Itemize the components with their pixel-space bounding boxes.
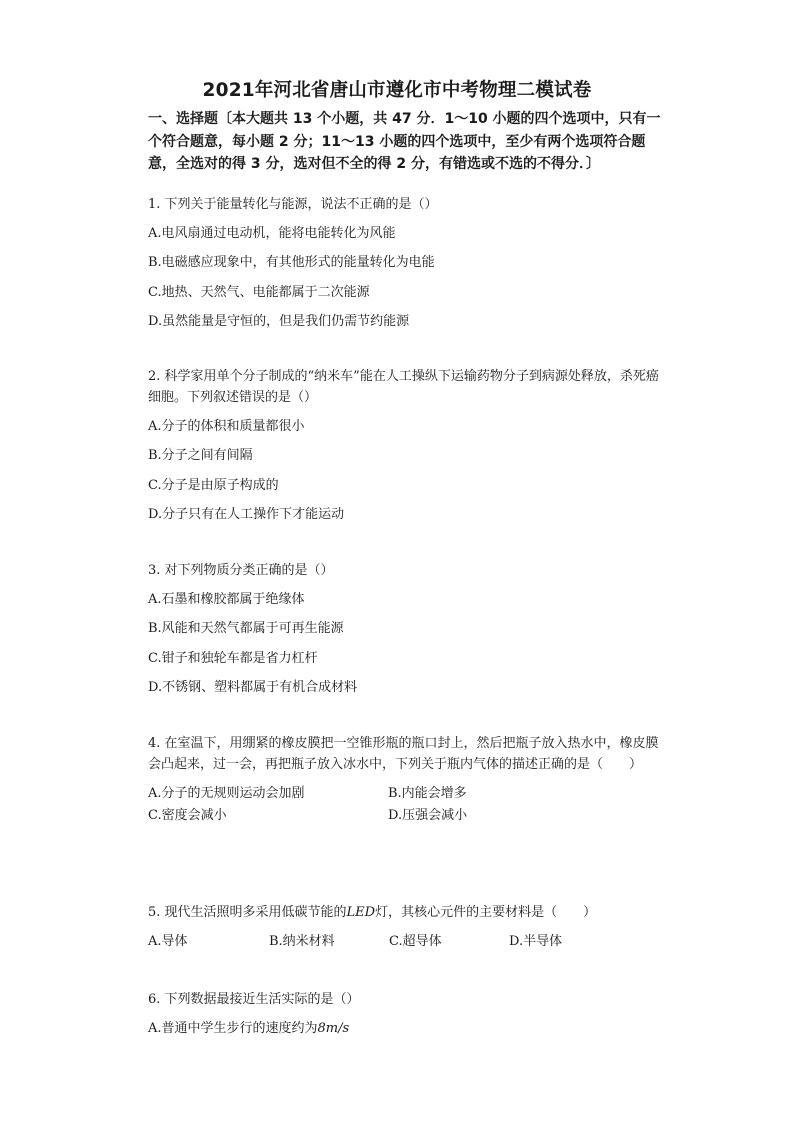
- option-text: A.普通中学生步行的速度约为: [148, 1021, 318, 1036]
- option-b: B.电磁感应现象中，有其他形式的能量转化为电能: [148, 255, 435, 271]
- question-stem: 6. 下列数据最接近生活实际的是（）: [148, 992, 360, 1007]
- option-grid: [148, 931, 663, 953]
- question-stem: [148, 902, 663, 923]
- option-c: C.分子是由原子构成的: [148, 477, 279, 493]
- question-stem: 2. 科学家用单个分子制成的“纳米车”能在人工操纵下运输药物分子到病源处释放，杀死癌细胞。下列叙述错误的是（）: [148, 369, 659, 405]
- option-a: A.石墨和橡胶都属于绝缘体: [148, 592, 305, 607]
- question-1: [148, 194, 663, 341]
- question-6: [148, 989, 663, 1047]
- option-grid: [148, 783, 663, 827]
- question-stem: 4. 在室温下，用绷紧的橡皮膜把一空锥形瓶的瓶口封上，然后把瓶子放入热水中，橡皮膜会凸起来，过一会，再把瓶子放入冰水中，下列关于瓶内气体的描述正确的是（ ）: [148, 736, 659, 772]
- option-c: C.超导体: [389, 934, 442, 949]
- option-a: [148, 1018, 663, 1047]
- option-b: B.纳米材料: [269, 934, 335, 949]
- question-3: [148, 560, 663, 707]
- option-b: B.分子之间有间隔: [148, 448, 253, 464]
- option-c: C.地热、天然气、电能都属于二次能源: [148, 284, 370, 300]
- option-d: D.不锈钢、塑料都属于有机合成材料: [148, 680, 358, 696]
- question-4: [148, 733, 663, 827]
- option-d: D.半导体: [509, 934, 563, 949]
- question-stem: 1. 下列关于能量转化与能源，说法不正确的是（）: [148, 197, 438, 212]
- option-c: C.密度会减小: [148, 808, 227, 823]
- option-a: A.导体: [148, 934, 188, 949]
- question-stem: 3. 对下列物质分类正确的是（）: [148, 563, 334, 578]
- question-5: [148, 902, 663, 953]
- math-term-led: LED: [346, 905, 376, 920]
- page-title: 2021年河北省唐山市遵化市中考物理二模试卷: [202, 80, 592, 101]
- option-a: A.分子的无规则运动会加剧: [148, 786, 305, 801]
- option-b: B.风能和天然气都属于可再生能源: [148, 621, 344, 637]
- option-d: D.虽然能量是守恒的，但是我们仍需节约能源: [148, 314, 410, 330]
- option-b: B.内能会增多: [388, 786, 467, 801]
- option-a: A.分子的体积和质量都很小: [148, 419, 305, 434]
- section-instructions: 一、选择题〔本大题共 13 个小题，共 47 分．1～10 小题的四个选项中，只有一个符合题意，每小题 2 分；11～13 小题的四个选项中，至少有两个选项符合题意，全选对的得 3 分，选对但不全的得 2 分，有错选或不选的不得分．〕: [148, 111, 661, 172]
- stem-text-post: 灯，其核心元件的主要材料是（ ）: [375, 905, 597, 920]
- math-speed-value: 8m/s: [317, 1021, 350, 1036]
- question-2: [148, 366, 663, 534]
- option-a: A.电风扇通过电动机，能将电能转化为风能: [148, 226, 396, 241]
- option-d: D.压强会减小: [388, 808, 468, 823]
- option-c: C.钳子和独轮车都是省力杠杆: [148, 650, 318, 666]
- stem-text-pre: 5. 现代生活照明多采用低碳节能的: [148, 905, 347, 920]
- option-d: D.分子只有在人工操作下才能运动: [148, 507, 345, 523]
